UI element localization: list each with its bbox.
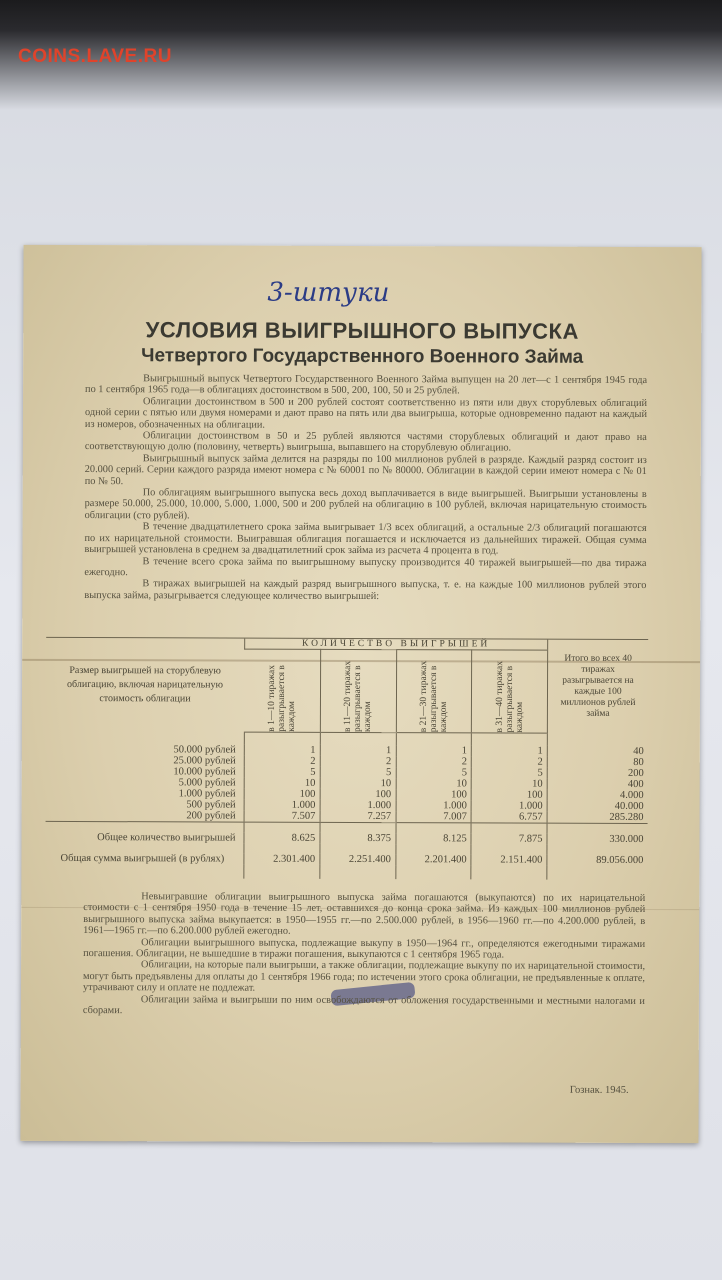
paragraph: Облигации, на которые пали выигрыши, а также облигации, подлежащие выкупу по их нарицательной стоимости, могут быть предъявлены для оплаты до 1 сентября 1966 года; по истечении этого срока облигации, не предъявленные к оплате, утрачивают силу и оплате не подлежат. (82, 959, 646, 994)
paragraph: Облигации достоинством в 500 и 200 рублей состоят соответственно из пяти или двух сторублевых облигаций одной серии с пятью или двумя номерами и дают право на пять или два выигрыша, которые одновременно падают на каждый из номеров, обозначенных на облигации. (84, 396, 648, 431)
terms-text-bottom (83, 891, 645, 1018)
paragraph: Облигации займа и выигрыши по ним освобождаются от обложения государственными и местными налогами и сборами. (82, 993, 645, 1017)
paragraph: В течение всего срока займа по выигрышному выпуску производится 40 тиражей выигрышей—по два тиража ежегодно. (84, 555, 647, 579)
header-draws-31-40: в 31—40 тиражах разыгрывается в каждом (472, 650, 548, 733)
terms-text-top (84, 373, 647, 603)
site-watermark: COINS.LAVE.RU (18, 46, 172, 67)
document-title: УСЛОВИЯ ВЫИГРЫШНОГО ВЫПУСКА (145, 317, 579, 344)
header-draws-21-30: в 21—30 тиражах разыгрывается в каждом (396, 650, 472, 733)
table-row: 10.000 рублей 5 5 5 5 200 (46, 765, 648, 778)
header-count-group: КОЛИЧЕСТВО ВЫИГРЫШЕЙ (245, 639, 548, 651)
bond-document (20, 245, 701, 1143)
printer-imprint: Гознак. 1945. (569, 1084, 629, 1096)
header-total: Итого во всех 40 тиражах разыгрывается на каждые 100 миллионов рублей займа (547, 640, 648, 734)
table-row: 25.000 рублей 2 2 2 2 80 (46, 754, 648, 767)
table-row: 1.000 рублей 100 100 100 100 4.000 (46, 787, 648, 800)
table-row: 50.000 рублей 1 1 1 1 40 (46, 743, 648, 756)
document-subtitle: Четвертого Государственного Военного Займа (141, 345, 584, 368)
paragraph: Облигации достоинством в 50 и 25 рублей являются частями сторублевых облигаций и дают право на соответствующую долю (половину, четверть) выигрыша, выпавшего на сторублевую облигацию. (84, 430, 647, 454)
paragraph: В течение двадцатилетнего срока займа выигрывает 1/3 всех облигаций, а остальные 2/3 облигаций погашаются по их нарицательной стоимости. Выигравшая облигация погашается и исключается из дальнейших тиражей. Общая сумма выигрышей установлена в среднем за двадцатилетний срок займа из расчета 4 процента в год. (84, 521, 647, 557)
header-prize-size: Размер выигрышей на сторублевую облигацию, включая нарицательную стоимость облигации (67, 664, 224, 705)
paragraph: Выигрышный выпуск Четвертого Государственного Военного Займа выпущен на 20 лет—с 1 сентября 1945 года по 1 сентября 1965 года—в облигациях достоинством в 500, 200, 100, 50 и 25 рублей. (85, 373, 648, 397)
header-draws-11-20: в 11—20 тиражах разыгрывается в каждом (320, 649, 396, 732)
paragraph: В тиражах выигрышей на каждый разряд выигрышного выпуска, т. е. на каждые 100 миллионов рублей этого выпуска займа, разыгрывается следующее количество выигрышей: (84, 578, 647, 602)
paragraph: По облигациям выигрышного выпуска весь доход выплачивается в виде выигрышей. Выигрыши установлены в размере 50.000, 25.000, 10.000, 5.000, 1.000, 500 и 200 рублей на облигацию в 100 рублей, включая нарицательную стоимость облигации (сто рублей). (84, 487, 647, 522)
paragraph: Выигрышный выпуск займа делится на разряды по 100 миллионов рублей в разряде. Каждый разряд состоит из 20.000 серий. Серии каждого разряда имеют номера с № 60001 по № 80000. Облигации в каждой серии имеют номера с № 01 по № 50. (84, 453, 647, 487)
paragraph: Невыигравшие облигации выигрышного выпуска займа погашаются (выкупаются) по их нарицательной стоимости с 1 сентября 1950 года в течение 15 лет, оставшихся до конца срока займа. Из каждых 100 миллионов рублей выигрышного выпуска займа выкупается: в 1950—1955 гг.—по 2.500.000 рублей, в 1956—1960 гг.—по 4.200.000 рублей, в 1961—1965 гг.—по 6.200.000 рублей ежегодно. (83, 891, 646, 937)
paragraph: Облигации выигрышного выпуска, подлежащие выкупу в 1950—1964 гг., определяются ежегодными тиражами погашения. Облигации, не вышедшие в тиражи погашения, выкупаются с 1 сентября 1965 года. (83, 936, 646, 961)
count-row: Общее количество выигрышей 8.625 8.375 8.125 7.875 330.000 (45, 831, 647, 844)
sum-row: Общая сумма выигрышей (в рублях) 2.301.400 2.251.400 2.201.400 2.151.400 89.056.000 (45, 852, 647, 865)
header-draws-1-10: в 1—10 тиражах разыгрывается в каждом (244, 649, 320, 732)
table-row: 500 рублей 1.000 1.000 1.000 1.000 40.000 (46, 798, 648, 811)
table-row: 200 рублей 7.507 7.257 7.007 6.757 285.280 (46, 809, 648, 823)
table-row: 5.000 рублей 10 10 10 10 400 (46, 776, 648, 789)
winnings-table (45, 638, 648, 880)
handwritten-note: 3-штуки (267, 277, 390, 309)
